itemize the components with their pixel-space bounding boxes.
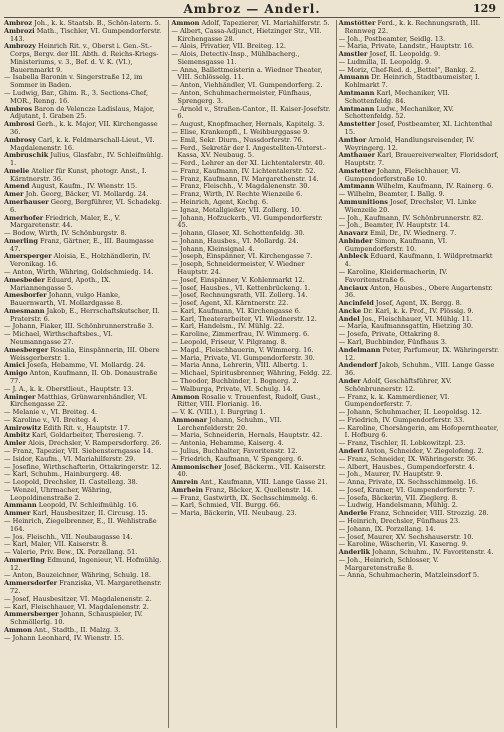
entry-surname: Anbleck — [338, 252, 369, 261]
running-title: Ambroz — Anderl. — [183, 2, 321, 16]
entry-surname: Amigo — [4, 369, 28, 378]
directory-entry — [171, 106, 332, 122]
entry-surname: Ancke — [338, 306, 362, 315]
directory-entry — [171, 261, 332, 277]
directory-entry — [339, 394, 500, 410]
entry-details: — Anton, Bauzeichner, Währing, Schulg. 18. — [4, 571, 151, 580]
entry-surname: Amesborfer — [4, 291, 47, 300]
entry-details: — Joseph, Schneidermeister, V. Wiedner Hauptstr. 24. — [171, 260, 305, 276]
entry-details: Peter, Parfumeur, IX. Währingerstr. 12. — [344, 345, 500, 362]
entry-details: — Anna, Ballettmeisterin a. Wiedner Theater, VIII. Schlösselg. 11. — [171, 65, 323, 82]
entry-surname: Ammunitions — [338, 197, 388, 206]
entry-details: — Karl, Maler, VII. Kaiserstr. 8. — [4, 540, 109, 549]
entry-details: — J. A., k. k. Oberstlieut., Hauptstr. 13. — [4, 384, 134, 393]
entry-details: Joh., k. k. Staatsb. B., Schön-latern. 5. — [32, 20, 161, 27]
entry-details: Josef, II. Leopoldg. 9. — [367, 50, 441, 59]
entry-details: — Wenzel, Uhrmacher, Währing, Leopoldinenstraße 2. — [4, 485, 112, 502]
directory-entry — [339, 121, 500, 137]
directory-entry — [339, 253, 500, 269]
entry-details: — Karl, Theaterarbeiter, VI. Wiednerstr. 12. — [171, 314, 317, 323]
entry-details: — Leopold, Friseur, V. Pilgramg. 8. — [171, 338, 287, 347]
entry-surname: Ammonischer — [171, 462, 222, 471]
directory-entry — [4, 308, 165, 324]
entry-details: — Ferd., Sekretär der I. Angestellten-Unterst.-Kassa, XV. Neubaug. 5. — [171, 143, 327, 160]
entry-details: Franziska, VI. Margarethenstr. 72. — [10, 579, 162, 596]
directory-entry — [4, 106, 165, 122]
entry-details: Jakob, E., Herrschaftskutscher, II. Praterstr. 6. — [10, 306, 160, 323]
entry-details: Ant., Stadtb., II. Malzg. 3. — [32, 625, 121, 634]
entry-details: — Julius, Buchhalter, Favoritenstr. 12. — [171, 446, 298, 455]
entry-details: Karl, Goldarbeiter, Theresieng. 7. — [29, 431, 144, 440]
directory-entry — [339, 74, 500, 90]
entry-details: — Jos. Fleischh., VII. Neubaugasse 14. — [4, 532, 133, 541]
column-3 — [336, 20, 500, 728]
page-number: 129 — [473, 2, 496, 15]
directory-entry — [339, 285, 500, 301]
entry-details: — Karl, Schmied, VII. Burgg. 66. — [171, 501, 281, 510]
header-rule — [4, 17, 500, 18]
directory-entry — [171, 510, 332, 518]
directory-entry — [4, 215, 165, 231]
entry-details: Karl, Hausbesitzer, II. Circusg. 15. — [30, 509, 148, 518]
page-header — [0, 2, 504, 18]
entry-details: — Franz, Wirth, IV. Rechte Wienzeile 6. — [171, 190, 303, 199]
directory-entry — [339, 152, 500, 168]
entry-details: — Walburga, Private, VI. Schulg. 14. — [171, 384, 293, 393]
entry-details: — Johann Leonhard, IV. Wienstr. 15. — [4, 633, 124, 642]
directory-entry — [171, 215, 332, 231]
entry-details: — Josef, Rechnungsrath, VII. Zollerg. 14. — [171, 291, 308, 300]
entry-details: — Franz, Fleischh., V. Magdalenenstr. 30. — [171, 182, 310, 191]
entry-details: Johann, Fleischhauer, VI. Gumpendorferstraße 10. — [344, 166, 461, 183]
entry-surname: Ammon — [4, 625, 33, 634]
entry-surname: Ammersdorfer — [4, 579, 58, 588]
directory-entry — [339, 20, 500, 36]
entry-details: Ferd., k. k. Rechnungsrath, III. Rennweg 22. — [344, 20, 481, 35]
entry-details: Adolf, Tapezierer, VI. Mariahilferstr. 5. — [199, 20, 330, 27]
entry-details: — Albert, Hausbes., Gumpendorferstr. 4. — [338, 462, 475, 471]
entry-details: — Anton, Schuhmachermeister, Fünfhaus, Sprengerg. 3. — [171, 89, 312, 105]
directory-entry — [339, 199, 500, 215]
entry-details: — Josef, Hausbesitzer, VI. Magdalenenstr. 2. — [4, 594, 152, 603]
entry-details: — Josef, Maurer, XV. Sechshauserstr. 10. — [338, 532, 474, 541]
entry-details: — Alois, Detectiv-Insp., Mühlbacherg., Siemensgasse 11. — [171, 50, 300, 66]
entry-details: — Anton, Wirth, Währing, Goldschmiedg. 14. — [4, 268, 154, 276]
entry-surname: Ander — [338, 376, 361, 385]
entry-details: Karl, Brauereiverwalter, Floridsdorf, Hauptstr. 7. — [344, 151, 499, 168]
directory-entry — [4, 635, 165, 643]
entry-details: — Karoline, Zimmerfrau, IV. Wimmerg. 6. — [171, 330, 310, 339]
directory-entry — [339, 347, 500, 363]
entry-details: — Emil, Sekr. Diurn., Nussdorferstr. 76. — [171, 135, 304, 144]
entry-details: Julius, Glasfabr., IV. Schleifmühlg. 1. — [10, 151, 164, 168]
directory-entry — [4, 487, 165, 503]
entry-surname: Amer — [4, 190, 24, 199]
entry-details: Jakob, Schuhm., VIII. Lange Gasse 36. — [344, 361, 495, 378]
entry-details: Arnold, Handlungsreisender, IV. Weyringerg. 12. — [344, 135, 475, 152]
directory-entry — [4, 253, 165, 269]
directory-entry — [171, 464, 332, 480]
entry-details: — Johann, Kleinsignal. 4. — [171, 244, 255, 253]
entry-details: — Wilhelm, Beamter, I. Ballg. 9. — [338, 190, 445, 199]
entry-details: — Joh., Maurer, IV. Hauptstr. 9. — [338, 470, 443, 479]
entry-surname: Anciaux — [338, 283, 368, 292]
entry-details: Dr. Karl, k. k. Prof., IV. Plösslg. 9. — [361, 306, 474, 315]
entry-details: — Josef, Einspänner, V. Kohlenmarkt 12. — [171, 275, 305, 284]
entry-details: — Johann, Hofzuckerb., VI. Gumpendorferstr. 45. — [171, 213, 323, 230]
entry-details: Math., Tischler, VI. Gumpendorferstr. 143. — [10, 26, 162, 43]
entry-surname: Amtmann — [338, 104, 375, 113]
entry-details: — Ludwig, Bar., Ghim. R., 3. Sections-Chef, MOR., Renng. 16. — [4, 89, 149, 105]
entry-surname: Andendorf — [338, 361, 378, 370]
entry-details: — Joseph, Einspänner, VI. Kirchengasse 7. — [171, 252, 313, 261]
entry-details: Leopold, IV. Schleifmühlg. 16. — [36, 501, 139, 510]
entry-details: — Josef, Hausbes., VI. Kettenbrückeng. 1. — [171, 283, 311, 292]
column-2 — [168, 20, 332, 728]
entry-surname: Amrhein — [171, 485, 203, 494]
entry-details: August, Kaufm., IV. Wienstr. 15. — [29, 182, 138, 191]
entry-details: Gerh., k. k. Major, VII. Kirchengasse 36. — [10, 120, 158, 136]
entry-details: — Ludmilla, II. Leopoldg. 9. — [338, 57, 432, 66]
directory-entry — [4, 277, 165, 293]
entry-details: — Karoline v., VI. Breiteg. 4. — [4, 415, 99, 424]
entry-surname: Andelmann — [338, 345, 381, 354]
entry-details: — Maria, Bäckerin, VII. Neubaug. 23. — [171, 509, 297, 518]
entry-surname: Ammerling — [4, 555, 45, 564]
entry-details: — Albert, Cassa-Adjunct, Hietzinger Str., VII. Kirchengasse 28. — [171, 26, 322, 43]
entry-details: Baron de Velencze Ladislaus, Major, Adjutant, I. Graben 25. — [10, 104, 155, 121]
directory-entry — [4, 292, 165, 308]
entry-details: Josef, Postbeamter, XI. Lichtenthal 15. — [344, 120, 493, 136]
entry-surname: Amtmann — [338, 89, 375, 98]
entry-details: — Franz, Kaufmann, IV. Lichtentalerstr. 52. — [171, 166, 316, 175]
directory-entry — [4, 28, 165, 44]
entry-details: Johann, Schuhm., VII. Lerchenfelderstr. 20. — [177, 415, 282, 432]
entry-details: — Isabella Baronin v. Singerstraße 12, im Sommer in Baden. — [4, 73, 143, 90]
entry-surname: Ambruschik — [4, 151, 49, 160]
entry-details: Jos., Fleischhauer, VI. Mühlg. 11. — [359, 314, 473, 323]
directory-entry — [171, 67, 332, 83]
entry-surname: Ambrosy — [4, 135, 36, 144]
entry-details: — Franz, Tischler, II. Lobkowitzpl. 23. — [338, 439, 466, 448]
entry-surname: Amesbeder — [4, 275, 45, 284]
entry-details: Eduard, Kaufmann, I. Wildpretmarkt 4. — [344, 252, 493, 269]
entry-details: Rosalia, Einspännerin, III. Obere Weissgerberstr. 1. — [10, 345, 160, 362]
entry-details: — Johann, Schuhmacher, II. Leopoldsg. 12. — [338, 408, 482, 417]
entry-details: — Magd., Fleischhauerin, V. Wimmerg. 16. — [171, 345, 314, 354]
entry-details: — Josefa, Private, Ottakring 8. — [338, 330, 440, 339]
entry-details: — Johann, Fiaker, III. Schönbrunnerstraße 3. — [4, 322, 154, 331]
directory-entry — [4, 238, 165, 254]
entry-details: Josef, Drechsler, VI. Linke Wienzeile 20. — [344, 197, 477, 214]
directory-entry — [4, 611, 165, 627]
entry-details: Adolf, Geschäftsführer, XV. Schönbrunnerstr. 12. — [344, 376, 452, 393]
directory-entry — [4, 394, 165, 410]
entry-details: — Joh., Postbeamter, Seidlg. 13. — [338, 34, 446, 43]
entry-details: Franz, Bäcker, X. Quellenstr. 14. — [202, 485, 313, 494]
directory-entry — [339, 90, 500, 106]
directory-entry — [4, 43, 165, 74]
entry-details: Matthias, Grünwarenhändler, VI. Kirchengasse 22. — [10, 392, 148, 409]
entry-details: — Ignaz, Metallgießer, VII. Zollerg. 10. — [171, 205, 302, 214]
directory-entry — [339, 557, 500, 573]
entry-details: — Leopold, Drechsler, II. Castellezg. 38. — [4, 478, 138, 487]
directory-entry — [171, 51, 332, 67]
directory-entry — [339, 572, 500, 580]
entry-surname: Ambitz — [4, 431, 30, 440]
entry-details: — V. K. (VIII.), I. Burgring 1. — [171, 408, 266, 417]
entry-surname: Amersperger — [4, 252, 52, 261]
entry-details: — Heinrich, Ziegelbrenner, E., II. Wehlistraße 164. — [4, 517, 157, 533]
entry-details: — Michael, Wirthschaftsbes., VI. Neumanngasse 27. — [4, 330, 113, 347]
entry-details: Edmund, Ingenieur, VI. Hofmühlg. 12. — [10, 555, 162, 572]
entry-details: — Theodor, Buchbinder, I. Bognerg. 2. — [171, 376, 299, 385]
entry-details: — Bodow, Wirth, IV. Schönburgstr. 8. — [4, 229, 127, 238]
entry-details: Johann, vulgo Hanke, Bauernwarth, VI. Mollardgasse 8. — [10, 291, 123, 308]
entry-surname: Andel — [338, 314, 360, 323]
entry-surname: Amirowitz — [4, 423, 42, 432]
entry-details: — Arnold v., Straßen-Cantor., II. Kaiser-Josefstr. 6. — [171, 104, 331, 121]
entry-details: — Ferd., Lehrer an der XI. Lichtentalerstr. 40. — [171, 159, 325, 168]
directory-entry — [4, 518, 165, 534]
directory-entry — [4, 74, 165, 90]
entry-details: Franz, Schneider, VIII. Strozzig. 28. — [367, 509, 489, 518]
entry-surname: Amend — [4, 182, 30, 191]
entry-details: — Franz, Kaufmann, IV. Margarethenstr. 14. — [171, 174, 319, 183]
entry-surname: Ammon — [171, 20, 200, 27]
entry-details: Aloisia, E., Holzhändlerin, IV. Veronikag. 16. — [10, 252, 151, 269]
entry-details: Josef, Bäckerm., VII. Kaiserstr. 40. — [177, 462, 326, 479]
entry-surname: Amstler — [338, 50, 368, 59]
directory-entry — [171, 28, 332, 44]
entry-details: Johann, Schauspieler, IV. Schmöllerlg. 10. — [10, 610, 143, 627]
entry-surname: Amthauer — [338, 151, 376, 160]
entry-details: — August, Knopfmacher, Hernals, Kapitelg. 3. — [171, 120, 325, 129]
entry-surname: Amtmann — [338, 182, 375, 191]
entry-details: Anton, Kaufmann, II. Ob. Donaustraße 77. — [10, 369, 158, 385]
entry-details: — Johann, IX. Porzellang. 14. — [338, 524, 436, 533]
entry-details: — Anton, Viehhändler, VI. Gumpendorferg. 2. — [171, 81, 323, 90]
entry-details: — Anna, Schuhmacherin, Matzleinsdorf 5. — [338, 571, 480, 580]
entry-surname: Amerhauser — [4, 197, 49, 206]
directory-entry — [4, 168, 165, 184]
entry-surname: Amesmann — [4, 306, 45, 315]
entry-details: — Ludwig, Handelsmann, Mühlg. 2. — [338, 501, 458, 510]
entry-details: — Maria, Schneiderin, Hernals, Hauptstr. 42. — [171, 431, 323, 440]
entry-surname: Ammer — [4, 509, 31, 518]
entry-surname: Aminger — [4, 392, 36, 401]
entry-details: Wilhelm, Kaufmann, IV. Rainerg. 6. — [374, 182, 494, 191]
entry-surname: Amerhofer — [4, 213, 44, 222]
directory-entry — [339, 137, 500, 153]
entry-details: Karl, Mechaniker, VII. Schottenfeldg. 84. — [344, 89, 450, 105]
entry-surname: Amstetter — [338, 120, 376, 129]
directory-entry — [171, 90, 332, 106]
entry-details: Edith Rit. v., Hauptstr. 17. — [41, 423, 130, 432]
directory-entry — [339, 168, 500, 184]
entry-surname: Ambrosi — [4, 120, 35, 129]
entry-surname: Anavarz — [338, 229, 368, 238]
directory-entry — [4, 331, 165, 347]
entry-details: Ludw., Mechaniker, XV. Schottenfeldg. 52. — [344, 104, 454, 121]
entry-details: — Josef, Agent, XI. Kärntnerstr. 22. — [171, 299, 289, 308]
entry-details: — Antonia, Hebamme, Kaiserg. 4. — [171, 439, 284, 448]
entry-details: — Karoline, Chorsängerin, am Hofoperntheater, I. Hofburg 6. — [338, 423, 499, 440]
entry-details: Dr. Heinrich, Stadtbaumeister, I. Kohlmarkt 7. — [344, 73, 480, 90]
entry-details: — Maria Anna, Lehrerin, VIII. Albertg. 1. — [171, 361, 308, 370]
entry-details: — Anna, Private, IX. Sechsschimmelg. 16. — [338, 478, 478, 487]
directory-entry — [4, 580, 165, 596]
entry-surname: Ammersberger — [4, 610, 59, 619]
entry-surname: Ancinfeld — [338, 299, 374, 308]
entry-surname: Amstötter — [338, 20, 376, 27]
entry-details: — Josef, Kramer, VI. Gumpendorferstr. 7. — [338, 485, 475, 494]
entry-details: — Isidor, Kaufm., VI. Mariahilferstr. 29. — [4, 454, 136, 463]
directory-entry — [4, 347, 165, 363]
entry-details: Rosalie v. Trauenfest, Rudolf, Gust., Ritter, VIII. Florianig. 16. — [177, 392, 321, 409]
entry-surname: Ambrozi — [4, 26, 35, 35]
directory-entry — [339, 378, 500, 394]
entry-details: — Franz, Schneider, IX. Währingerstr. 36. — [338, 454, 478, 463]
entry-surname: Ambros — [4, 104, 33, 113]
entry-details: — Moriz, Chef-Red. d. „Bettel“, Bankg. 2. — [338, 65, 477, 74]
directory-entry — [4, 90, 165, 106]
entry-details: Emil, Dr., IV. Wiednerg. 7. — [367, 229, 457, 238]
entry-details: — Karl, Kaufmann, VI. Kirchengasse 6. — [171, 306, 301, 315]
column-1 — [4, 20, 165, 728]
entry-details: — Michael, Spiritusbrenner, Währing, Feldg. 22. — [171, 369, 333, 378]
entry-details: Atelier für Kunst, photogr. Anst., I. Kärntnerstr. 36. — [10, 166, 147, 183]
entry-details: — Franz, k. k. Kammerdiener, VI. Gumpendorferstr. 7. — [338, 392, 450, 409]
entry-details: Ant., Kaufmann, VIII. Lange Gasse 21. — [198, 478, 328, 487]
entry-surname: Ambroz — [4, 20, 33, 27]
entry-details: — Johann, Hausbes., VI. Mollardg. 24. — [171, 236, 299, 245]
entry-surname: Amerling — [4, 236, 38, 245]
entry-details: Eduard, Apoth., IX. Mariannengasse 5. — [10, 275, 111, 292]
directory-entry — [4, 137, 165, 153]
entry-details: Joh. Georg, Bäcker, VI. Mollardg. 24. — [23, 190, 149, 199]
entry-details: Friedrich, Maler, E., V. Margaretenstr. 44. — [10, 213, 121, 230]
entry-details: — Joh., Kaufmann, IV. Schönbrunnerstr. 82. — [338, 213, 484, 222]
entry-details: — Valerie, Priv. Bew., IX. Porzellang. 51. — [4, 548, 138, 557]
entry-surname: Ambrozy — [4, 42, 36, 51]
entry-surname: Amrein — [171, 478, 199, 487]
entry-details: Josefa, Hebamme, VI. Mollardg. 24. — [24, 361, 146, 370]
entry-surname: Amici — [4, 361, 25, 370]
directory-entry — [4, 557, 165, 573]
entry-surname: Anbinder — [338, 236, 373, 245]
entry-details: — Karl, Fleischhauer, VI. Magdalenenstr. 2. — [4, 602, 149, 611]
directory-entry — [339, 106, 500, 122]
entry-surname: Amstetter — [338, 166, 376, 175]
entry-details: — Maria, Private, VI. Gumpendorferstr. 30. — [171, 353, 315, 362]
directory-entry — [339, 425, 500, 441]
entry-surname: Anderlik — [338, 548, 371, 557]
entry-surname: Amthor — [338, 135, 367, 144]
entry-details: — Karoline, Kleidermacherin, IV. Favoritenstraße 6. — [338, 268, 448, 284]
entry-details: — Maria, Kaufmannsgattin, Hietzing 30. — [338, 322, 474, 331]
entry-surname: Anderl — [338, 446, 364, 455]
directory-entry — [4, 121, 165, 137]
entry-details: Johann, Schuhm., IV. Favoritenstr. 4. — [370, 548, 494, 557]
entry-details: — Friedrich, IV. Gumpendorferstr. 33. — [338, 415, 465, 424]
entry-details: — Josefa, Bäckerin, VII. Zieglerg. 8. — [338, 493, 458, 502]
entry-details: Franz, Gärtner, E., III. Baumgasse 47. — [10, 236, 154, 253]
entry-details: — Franz, Tapezier, VII. Siebensterngasse 14. — [4, 446, 154, 455]
directory-entry — [4, 152, 165, 168]
entry-details: — Karoline, Wäscherin, VI. Kaserng. 9. — [338, 540, 468, 549]
directory-entry — [339, 269, 500, 285]
entry-details: Alois, Drechsler, V. Rampersdorferg. 26. — [26, 439, 162, 448]
directory-entry — [171, 145, 332, 161]
entry-details: Simon, Kaufmann, VI. Gumpendorferstr. 10. — [344, 236, 448, 253]
entry-surname: Ammon — [171, 392, 200, 401]
entry-surname: Amuann — [338, 73, 370, 82]
entry-details: — Heinrich, Drechsler, Fünfhaus 23. — [338, 517, 461, 525]
entry-details: — Josefine, Wirthschafterin, Ottakringerstr. 12. — [4, 462, 162, 471]
entry-details: — Johann, Glaser, XI. Schottenfeldg. 30. — [171, 229, 305, 238]
directory-entry — [4, 199, 165, 215]
entry-surname: Amesberger — [4, 345, 49, 354]
entry-details: — Heinrich, Agent, Kochg. 6. — [171, 197, 269, 206]
entry-details: Anton, Hausbes., Obere Augartenstr. 36. — [344, 283, 493, 300]
entry-surname: Amler — [4, 439, 27, 448]
entry-surname: Ammann — [4, 501, 37, 510]
directory-entry — [171, 417, 332, 433]
entry-details: — Alois, Privatier, VII. Breiteg. 12. — [171, 42, 286, 51]
entry-details: Anton, Schneider, V. Ziegelofeng. 2. — [363, 446, 484, 455]
entry-surname: Ammonar — [171, 415, 208, 424]
entry-details: Josef, Agent, IX. Bergg. 8. — [373, 299, 462, 308]
directory-entry — [339, 362, 500, 378]
directory-entry — [171, 394, 332, 410]
entry-details: Georg, Bergführer, VI. Schadekg. 6. — [10, 197, 162, 214]
directory-entry — [4, 370, 165, 386]
entry-details: — Franz, Gastwirth, IX. Sechsschimmelg. 6. — [171, 493, 318, 502]
entry-details: — Karl, Handelsm., IV. Mühlg. 22. — [171, 322, 285, 331]
entry-details: — Joh., Beamter, IV. Hauptstr. 14. — [338, 221, 451, 230]
entry-details: — Maria, Private, Landstr., Hauptstr. 16. — [338, 42, 475, 51]
entry-details: — Melanie v., VI. Breiteg. 4. — [4, 408, 98, 417]
entry-details: — Elise, Krankenpfl., I. Weihburggasse 9. — [171, 127, 310, 136]
entry-details: — Joh., Heinrich, Schlosser, V. Margaretenstraße 8. — [338, 555, 439, 572]
columns — [4, 20, 500, 728]
entry-details: — Friedrich, Kaufmann, V. Spengerg. 6. — [171, 454, 304, 463]
entry-details: Heinrich Rit. v., Oberst i. Gen.-St.-Corps, Bergv. der III. Abth. d. Reichs-Kriegs-Ministeriums, v. 3., Bef. d. V. K. (VI.), Bauernmarkt 9. — [10, 42, 159, 74]
entry-details: — Karl, Buchbinder, Fünfhaus 3. — [338, 338, 447, 347]
entry-surname: Amelie — [4, 166, 30, 175]
entry-details: Carl, k. k. Feldmarschall-Lieut., VI. Magdalenenstr. 16. — [10, 135, 155, 152]
entry-surname: Anderle — [338, 509, 368, 518]
directory-entry — [339, 238, 500, 254]
entry-details: — Karl, Schuhm., Hainburgerg. 48. — [4, 470, 122, 479]
